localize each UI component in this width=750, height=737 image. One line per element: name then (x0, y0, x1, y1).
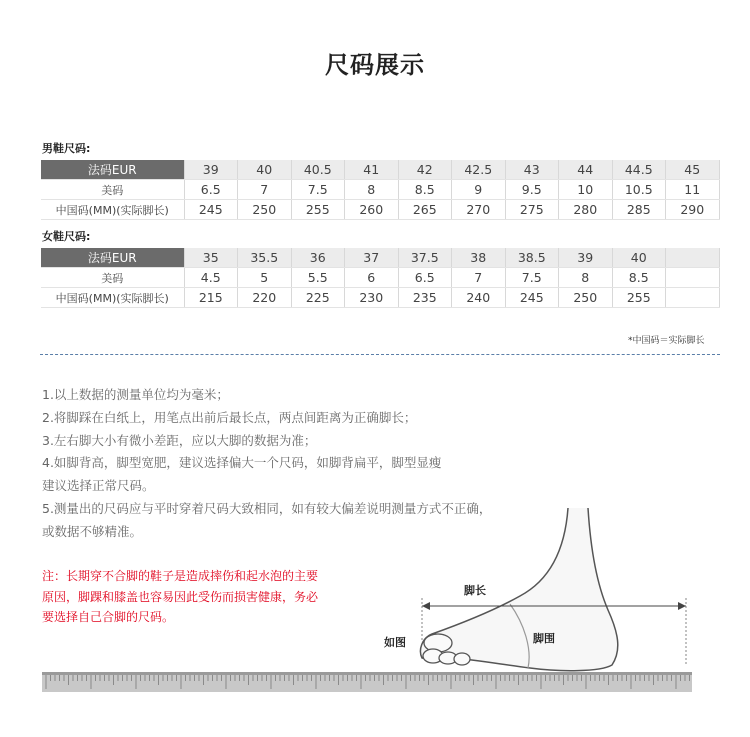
size-cell: 235 (398, 288, 452, 308)
size-cell: 41 (345, 160, 399, 180)
size-cell: 6.5 (398, 268, 452, 288)
row-label: 法码EUR (41, 160, 184, 180)
size-cell: 250 (559, 288, 613, 308)
size-cell: 45 (666, 160, 720, 180)
size-cell: 245 (505, 288, 559, 308)
size-row (41, 248, 719, 268)
size-cell (666, 248, 720, 268)
size-cell: 8.5 (398, 180, 452, 200)
size-cell (666, 288, 720, 308)
size-row (41, 288, 719, 308)
size-cell: 38 (452, 248, 506, 268)
size-cell: 9 (452, 180, 506, 200)
size-note: *中国码＝实际脚长 (628, 336, 705, 346)
warning-line: 原因，脚踝和膝盖也容易因此受伤而损害健康，务必 (42, 589, 319, 604)
size-cell: 5 (238, 268, 292, 288)
size-row (41, 160, 719, 180)
size-row (41, 180, 719, 200)
example-label: 如图 (384, 636, 406, 649)
size-cell: 4.5 (184, 268, 238, 288)
row-label: 中国码(MM)(实际脚长) (41, 288, 184, 308)
size-cell: 6 (345, 268, 399, 288)
size-cell: 8.5 (612, 268, 666, 288)
warning-line: 注：长期穿不合脚的鞋子是造成摔伤和起水泡的主要 (42, 569, 319, 583)
women-size-label: 女鞋尺码: (42, 230, 91, 243)
men-size-table (41, 160, 720, 220)
ruler (42, 672, 692, 692)
size-cell: 270 (452, 200, 506, 220)
size-cell: 35 (184, 248, 238, 268)
row-label: 美码 (41, 268, 184, 288)
tip-line: 建议选择正常尺码。 (42, 478, 155, 494)
row-label: 中国码(MM)(实际脚长) (41, 200, 184, 220)
size-cell: 35.5 (238, 248, 292, 268)
size-cell: 7 (452, 268, 506, 288)
row-label: 法码EUR (41, 248, 184, 268)
size-cell: 225 (291, 288, 345, 308)
page-title: 尺码展示 (325, 51, 425, 79)
size-cell: 11 (666, 180, 720, 200)
warning-text (42, 566, 362, 628)
size-cell: 39 (184, 160, 238, 180)
tip-line: 或数据不够精准。 (42, 523, 143, 539)
size-cell: 265 (398, 200, 452, 220)
size-cell: 43 (505, 160, 559, 180)
tip-line: 5.测量出的尺码应与平时穿着尺码大致相同，如有较大偏差说明测量方式不正确， (42, 500, 492, 516)
size-cell: 40 (612, 248, 666, 268)
size-cell: 8 (559, 268, 613, 288)
size-cell (666, 268, 720, 288)
size-cell: 40 (238, 160, 292, 180)
size-cell: 250 (238, 200, 292, 220)
size-cell: 220 (238, 288, 292, 308)
size-cell: 7.5 (291, 180, 345, 200)
size-cell: 36 (291, 248, 345, 268)
size-cell: 8 (345, 180, 399, 200)
size-cell: 39 (559, 248, 613, 268)
warning-line: 要选择自己合脚的尺码。 (42, 610, 175, 624)
men-size-label: 男鞋尺码: (42, 142, 91, 155)
tip-line: 2.将脚踩在白纸上，用笔点出前后最长点，两点间距离为正确脚长； (42, 409, 417, 425)
size-cell: 42 (398, 160, 452, 180)
size-cell: 245 (184, 200, 238, 220)
size-cell: 40.5 (291, 160, 345, 180)
size-cell: 10 (559, 180, 613, 200)
foot-girth-label: 脚围 (533, 632, 555, 645)
size-cell: 7.5 (505, 268, 559, 288)
size-cell: 255 (612, 288, 666, 308)
tip-line: 3.左右脚大小有微小差距，应以大脚的数据为准； (42, 432, 317, 448)
size-cell: 285 (612, 200, 666, 220)
size-cell: 230 (345, 288, 399, 308)
size-cell: 215 (184, 288, 238, 308)
foot-length-label: 脚长 (464, 584, 486, 597)
size-cell: 240 (452, 288, 506, 308)
size-cell: 275 (505, 200, 559, 220)
size-cell: 290 (666, 200, 720, 220)
size-cell: 9.5 (505, 180, 559, 200)
size-cell: 260 (345, 200, 399, 220)
size-cell: 280 (559, 200, 613, 220)
foot-diagram (360, 500, 700, 680)
tip-line: 4.如脚背高，脚型宽肥，建议选择偏大一个尺码，如脚背扁平，脚型显瘦 (42, 455, 442, 471)
size-cell: 6.5 (184, 180, 238, 200)
size-cell: 7 (238, 180, 292, 200)
size-cell: 5.5 (291, 268, 345, 288)
size-cell: 44 (559, 160, 613, 180)
size-cell: 44.5 (612, 160, 666, 180)
women-size-table (41, 248, 720, 308)
size-cell: 38.5 (505, 248, 559, 268)
size-cell: 37 (345, 248, 399, 268)
size-row (41, 200, 719, 220)
tip-line: 1.以上数据的测量单位均为毫米； (42, 387, 229, 402)
size-cell: 42.5 (452, 160, 506, 180)
divider (40, 354, 720, 355)
size-row (41, 268, 719, 288)
row-label: 美码 (41, 180, 184, 200)
size-cell: 10.5 (612, 180, 666, 200)
size-cell: 37.5 (398, 248, 452, 268)
size-cell: 255 (291, 200, 345, 220)
